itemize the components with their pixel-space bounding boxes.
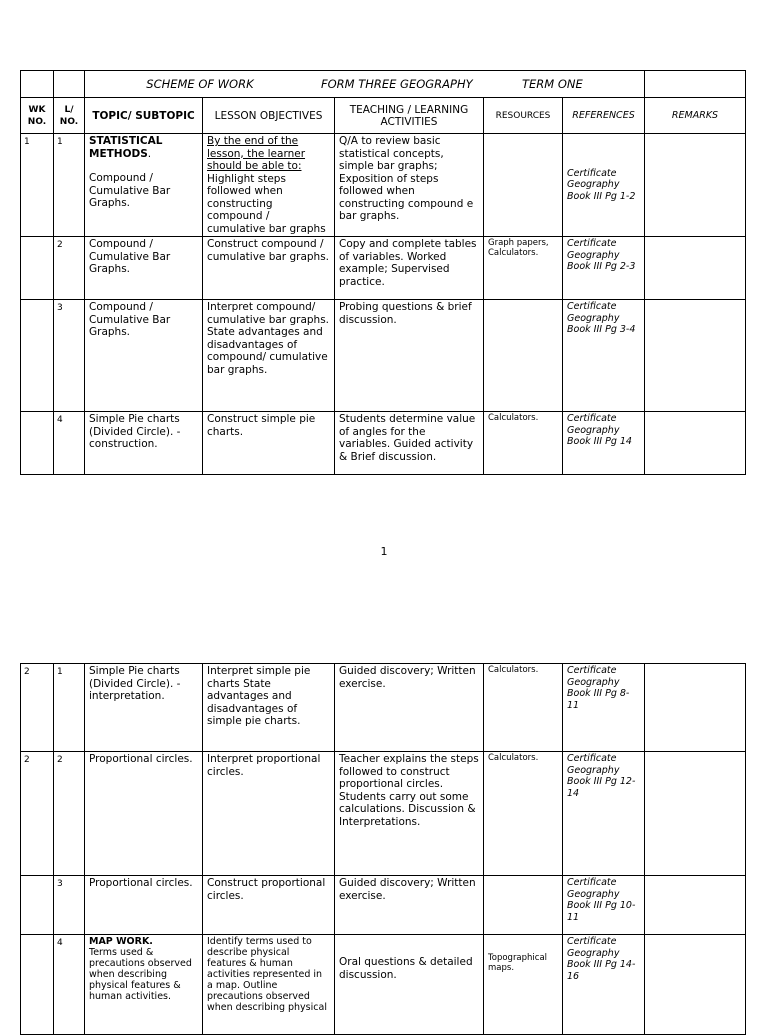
activities-cell: Teacher explains the steps followed to construct proportional circles. Students carry out some calculations. Discussion & Interpretations. — [335, 752, 484, 876]
scheme-of-work-table-page-1 — [20, 70, 746, 475]
resources-cell — [484, 876, 563, 935]
remarks-cell — [645, 237, 746, 300]
resources-cell: Calculators. — [484, 412, 563, 475]
title-blank-l — [54, 71, 85, 98]
col-header-topic: TOPIC/ SUBTOPIC — [85, 98, 203, 134]
wk-cell: 1 — [21, 134, 54, 237]
remarks-cell — [645, 134, 746, 237]
wk-cell — [21, 935, 54, 1035]
topic-heading: MAP WORK. — [89, 936, 153, 947]
references-cell: Certificate Geography Book III Pg 3-4 — [563, 300, 645, 412]
table-row — [21, 752, 746, 876]
objectives-cell: Construct proportional circles. — [203, 876, 335, 935]
l-cell: 1 — [54, 134, 85, 237]
references-cell: Certificate Geography Book III Pg 12-14 — [563, 752, 645, 876]
activities-cell: Copy and complete tables of variables. Worked example; Supervised practice. — [335, 237, 484, 300]
title-form: FORM THREE GEOGRAPHY — [320, 76, 473, 91]
activities-cell: Probing questions & brief discussion. — [335, 300, 484, 412]
col-header-objectives: LESSON OBJECTIVES — [203, 98, 335, 134]
objectives-cell: Construct compound / cumulative bar graphs. — [203, 237, 335, 300]
title-blank-wk — [21, 71, 54, 98]
topic-heading: STATISTICAL METHODS — [89, 135, 163, 160]
table-row — [21, 412, 746, 475]
col-header-remarks: REMARKS — [645, 98, 746, 134]
activities-cell: Guided discovery; Written exercise. — [335, 876, 484, 935]
scheme-of-work-table-page-2 — [20, 663, 746, 1035]
l-cell: 4 — [54, 935, 85, 1035]
resources-cell — [484, 134, 563, 237]
l-cell: 2 — [54, 752, 85, 876]
references-cell: Certificate Geography Book III Pg 14-16 — [563, 935, 645, 1035]
topic-cell: Proportional circles. — [85, 876, 203, 935]
resources-cell: Calculators. — [484, 752, 563, 876]
resources-cell: Graph papers, Calculators. — [484, 237, 563, 300]
remarks-cell — [645, 300, 746, 412]
table-row — [21, 935, 746, 1035]
col-header-l: L/ NO. — [54, 98, 85, 134]
wk-cell — [21, 876, 54, 935]
l-cell: 3 — [54, 300, 85, 412]
topic-cell — [85, 134, 203, 237]
activities-cell: Q/A to review basic statistical concepts, simple bar graphs; Exposition of steps followed when constructing compound e bar graphs. — [335, 134, 484, 237]
wk-cell: 2 — [21, 752, 54, 876]
remarks-cell — [645, 876, 746, 935]
topic-cell: Compound / Cumulative Bar Graphs. — [85, 300, 203, 412]
activities-cell: Oral questions & detailed discussion. — [335, 935, 484, 1035]
references-cell: Certificate Geography Book III Pg 2-3 — [563, 237, 645, 300]
remarks-cell — [645, 664, 746, 752]
remarks-cell — [645, 752, 746, 876]
title-blank-remarks — [645, 71, 746, 98]
activities-cell: Guided discovery; Written exercise. — [335, 664, 484, 752]
col-header-wk: WK NO. — [21, 98, 54, 134]
topic-heading-suffix: . — [147, 147, 152, 160]
topic-cell: Proportional circles. — [85, 752, 203, 876]
title-scheme: SCHEME OF WORK — [146, 76, 254, 91]
objectives-intro: By the end of the lesson, the learner should be able to: — [207, 135, 306, 172]
objectives-cell: Interpret compound/ cumulative bar graphs. State advantages and disadvantages of compound/ cumulative bar graphs. — [203, 300, 335, 412]
wk-cell: 2 — [21, 664, 54, 752]
references-cell: Certificate Geography Book III Pg 1-2 — [563, 134, 645, 237]
references-cell: Certificate Geography Book III Pg 10-11 — [563, 876, 645, 935]
activities-cell: Students determine value of angles for the variables. Guided activity & Brief discussion. — [335, 412, 484, 475]
remarks-cell — [645, 935, 746, 1035]
col-header-resources: RESOURCES — [484, 98, 563, 134]
resources-cell: Topographical maps. — [484, 935, 563, 1035]
objectives-cell: Interpret proportional circles. — [203, 752, 335, 876]
table-row — [21, 237, 746, 300]
wk-cell — [21, 300, 54, 412]
remarks-cell — [645, 412, 746, 475]
topic-cell — [85, 935, 203, 1035]
objectives-cell — [203, 134, 335, 237]
l-cell: 4 — [54, 412, 85, 475]
references-cell: Certificate Geography Book III Pg 14 — [563, 412, 645, 475]
title-term: TERM ONE — [521, 76, 583, 91]
l-cell: 1 — [54, 664, 85, 752]
topic-cell: Simple Pie charts (Divided Circle). - construction. — [85, 412, 203, 475]
wk-cell — [21, 237, 54, 300]
column-header-row — [21, 98, 746, 134]
topic-cell: Compound / Cumulative Bar Graphs. — [85, 237, 203, 300]
table-row — [21, 134, 746, 237]
objectives-cell: Interpret simple pie charts State advantages and disadvantages of simple pie charts. — [203, 664, 335, 752]
objectives-cell: Identify terms used to describe physical features & human activities represented in a map. Outline precautions observed when describing physical — [203, 935, 335, 1035]
references-cell: Certificate Geography Book III Pg 8-11 — [563, 664, 645, 752]
col-header-references: REFERENCES — [563, 98, 645, 134]
objectives-cell: Construct simple pie charts. — [203, 412, 335, 475]
objectives-text: Highlight steps followed when constructing compound / cumulative bar graphs — [207, 172, 326, 235]
topic-text: Terms used & precautions observed when describing physical features & human activities. — [89, 947, 192, 1002]
l-cell: 3 — [54, 876, 85, 935]
document-title — [85, 71, 645, 98]
table-row — [21, 664, 746, 752]
table-row — [21, 300, 746, 412]
l-cell: 2 — [54, 237, 85, 300]
topic-text: Compound / Cumulative Bar Graphs. — [89, 172, 171, 209]
resources-cell — [484, 300, 563, 412]
topic-cell: Simple Pie charts (Divided Circle). - interpretation. — [85, 664, 203, 752]
table-row — [21, 876, 746, 935]
col-header-activities: TEACHING / LEARNING ACTIVITIES — [335, 98, 484, 134]
page-number: 1 — [380, 545, 388, 558]
resources-cell: Calculators. — [484, 664, 563, 752]
title-row — [21, 71, 746, 98]
wk-cell — [21, 412, 54, 475]
